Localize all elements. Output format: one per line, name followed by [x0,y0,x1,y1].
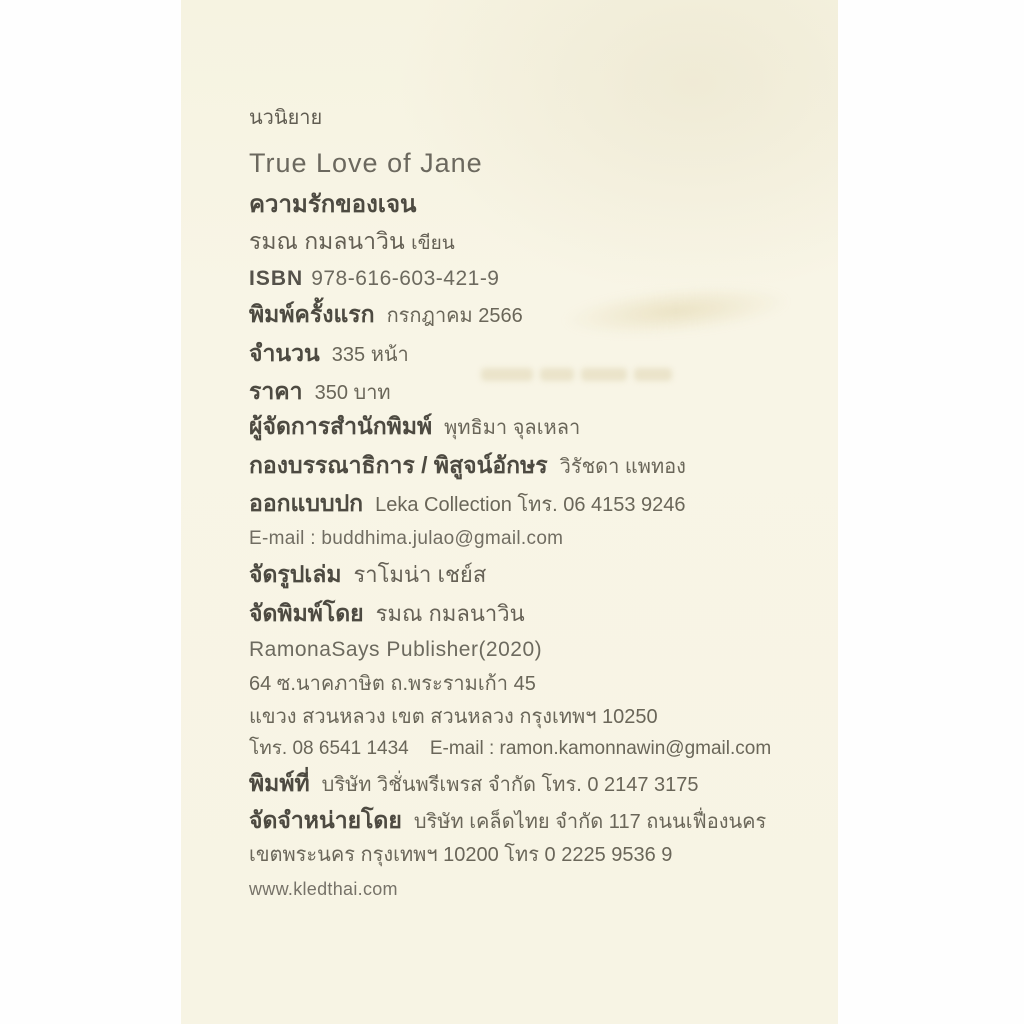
price-value: 350 บาท [314,382,391,404]
first-print-label: พิมพ์ครั้งแรก [249,301,375,327]
page-count-line [249,339,409,368]
cover-design-value: Leka Collection โทร. 06 4153 9246 [375,494,686,516]
distributor-address: เขตพระนคร กรุงเทพฯ 10200 โทร 0 2225 9536 9 [249,844,673,866]
printed-at-value: บริษัท วิชั่นพรีเพรส จำกัด โทร. 0 2147 3175 [321,774,699,796]
manager-email: E-mail : buddhima.julao@gmail.com [249,528,564,549]
publisher-address-line2: แขวง สวนหลวง เขต สวนหลวง กรุงเทพฯ 10250 [249,706,658,728]
layout-design-line [249,560,486,589]
publisher-address-line1: 64 ซ.นาคภาษิต ถ.พระรามเก้า 45 [249,673,536,695]
editorial-proofreading-line [249,451,686,480]
printed-at-line [249,769,699,798]
printed-at-label: พิมพ์ที่ [249,770,310,796]
book-colophon-page [181,0,838,1024]
first-print-line [249,300,523,329]
distributor-label: จัดจำหน่ายโดย [249,807,402,833]
published-by-line [249,599,525,628]
publishing-manager-label: ผู้จัดการสำนักพิมพ์ [249,413,433,439]
author-suffix: เขียน [411,233,455,254]
layout-design-label: จัดรูปเล่ม [249,561,342,587]
showthrough-text-artifact [481,366,706,386]
published-by-label: จัดพิมพ์โดย [249,600,364,626]
distributor-website: www.kledthai.com [249,879,398,899]
published-by-value: รมณ กมลนาวิน [375,601,525,626]
isbn-value: 978-616-603-421-9 [311,267,500,290]
author-line [249,227,455,256]
layout-design-value: ราโมน่า เชย์ส [353,562,487,587]
category-label: นวนิยาย [249,107,323,129]
first-print-value: กรกฎาคม 2566 [386,305,523,327]
publisher-name: RamonaSays Publisher(2020) [249,638,543,661]
editorial-label: กองบรรณาธิการ / พิสูจน์อักษร [249,452,548,478]
publishing-manager-line [249,412,580,441]
cover-design-line [249,489,686,518]
price-label: ราคา [249,378,303,404]
publishing-manager-value: พุทธิมา จุลเหลา [444,417,581,439]
isbn-line [249,266,500,292]
page-count-value: 335 หน้า [331,344,409,366]
publisher-contact-line: โทร. 08 6541 1434 E-mail : ramon.kamonnawin@gmail.com [249,738,772,759]
cover-design-label: ออกแบบปก [249,490,364,516]
book-title-english: True Love of Jane [249,148,483,178]
isbn-label: ISBN [249,267,304,290]
distributor-line [249,806,766,835]
editorial-value: วิรัชดา แพทอง [559,456,686,478]
book-title-thai: ความรักของเจน [249,191,417,218]
distributor-value: บริษัท เคล็ดไทย จำกัด 117 ถนนเฟื่องนคร [413,811,767,833]
price-line [249,377,391,406]
author-name: รมณ กมลนาวิน [249,228,405,254]
page-count-label: จำนวน [249,340,320,366]
showthrough-ink-artifact [559,278,792,344]
